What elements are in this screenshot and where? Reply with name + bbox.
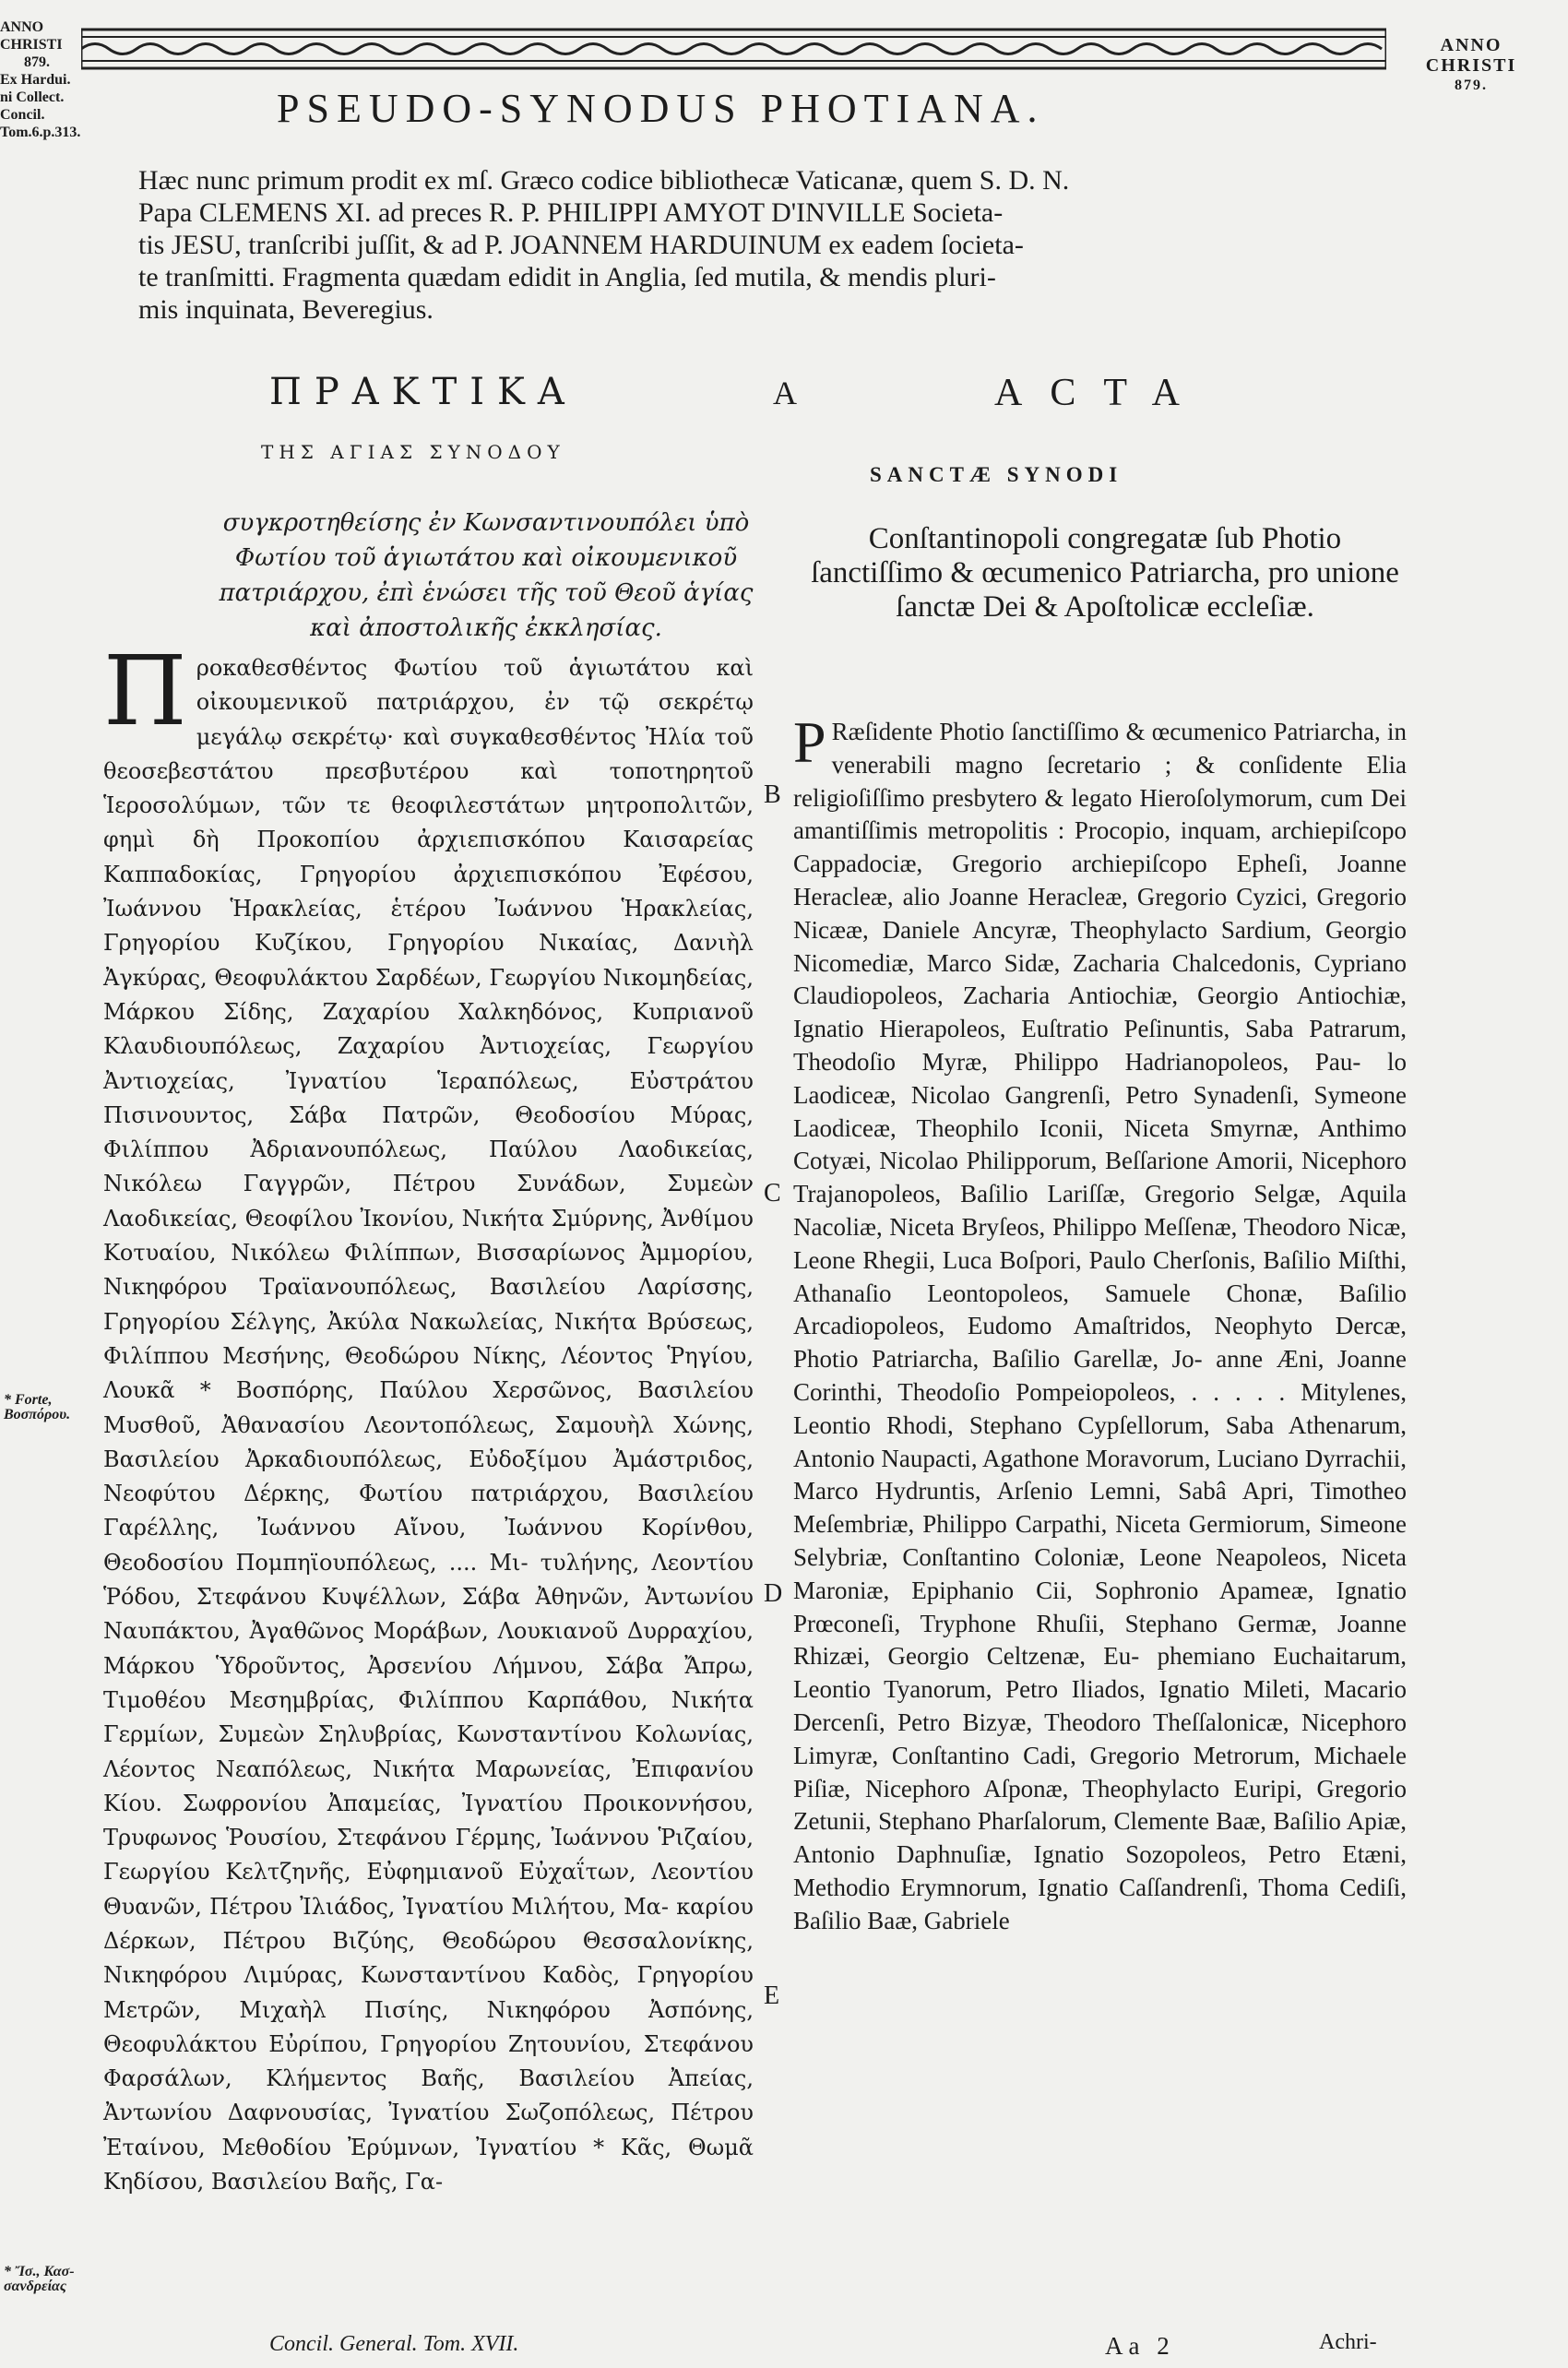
latin-title: Conſtantinopoli congregatæ ſub Photio ſanctiſſimo & œcumenico Patriarcha, pro unione ſanctæ Dei & Apoſtolicæ eccleſiæ. [811,522,1399,624]
latin-heading: ACTA [994,372,1207,414]
section-letter-d: D [764,1579,783,1608]
greek-title: συγκροτηθείσης ἐν Κωνσαντινουπόλει ὑπὸ Φωτίου τοῦ ἁγιωτάτου καὶ οἰκουμενικοῦ πατριάρχου, ἐπὶ ἑνώσει τῆς τοῦ Θεοῦ ἁγίας καὶ ἀποστολικῆς ἐκκλησίας. [219,509,754,642]
section-letter-e: E [764,1981,780,2010]
margin-year: 879. [24,54,50,70]
footer-catchword: Achri- [1319,2330,1377,2354]
latin-body-part: anne Æni, Joanne Corinthi, Theodoſio Pompeiopoleos, . . . . . Mitylenes, Leontio Rhodi, Stephano Cypſellorum, Saba Athenarum, Antonio Naupacti, Agathone Moravorum, Luciano Dyrrachii, Marco Hydruntis, Arſenio Lemni, Sabâ Apri, Timotheo Meſembriæ, Philippo Carpathi, Niceta Germiorum, Simeone Selybriæ, Conſtantino Coloniæ, Leone Neapoleos, Niceta Maroniæ, Epiphanio Cii, Sophronio Apameæ, Ignatio Prœconeſi, Tryphone Rhuſii, Stephano Germæ, Joanne Rhizæi, Georgio Celtzenæ, Eu- [793,1345,1408,1671]
footer-signature: Aa 2 [1105,2332,1175,2360]
latin-column [793,709,1408,1937]
greek-dropcap: Π [103,635,187,747]
right-margin-note [1402,35,1540,96]
intro-line: te tranſmitti. Fragmenta quædam edidit in Anglia, ſed mutila, & mendis pluri- [138,262,996,292]
page-title: PSEUDO-SYNODUS PHOTIANA. [277,86,1045,131]
intro-line: tis JESU, tranſcribi juſſit, & ad P. JOANNEM HARDUINUM ex eadem ſocieta- [138,230,1024,260]
side-note-forte: * Forte, Βοσπόρου. [4,1392,71,1422]
greek-heading: ΠΡΑΚΤΙΚΑ [269,371,577,413]
right-margin-year: 879. [1455,77,1488,93]
left-margin-note [0,18,100,141]
margin-christi: CHRISTI [0,37,63,53]
latin-body-part: lo Laodiceæ, Nicolao Gangrenſi, Petro Synadenſi, Symeone Laodiceæ, Theophilo Iconii, Niceta Smyrnæ, Anthimo Cotyæi, Nicolao Philipporum, Beſſarione Amorii, Nicephoro Trajanopoleos, Baſilio Lariſſæ, Gregorio Selgæ, Aquila Nacoliæ, Niceta Bryſeos, Philippo Meſſenæ, Theodoro Nicæ, Leone Rhegii, Luca Boſpori, Paulo Cherſonis, Baſilio Miſthi, Athanaſio Leontopoleos, Samuele Chonæ, Baſilio Arcadiopoleos, Eudomo Amaſtridos, Neophyto Dercæ, Photio Patriarcha, Baſilio Garellæ, Jo- [793,1047,1408,1374]
latin-dropcap: P [793,709,826,775]
intro-line: Hæc nunc primum prodit ex mſ. Græco codice bibliothecæ Vaticanæ, quem S. D. N. [138,165,1070,196]
right-margin-christi: CHRISTI [1425,55,1517,76]
latin-subheading: SANCTÆ SYNODI [870,463,1123,486]
section-letter-c: C [764,1179,781,1208]
margin-anno: ANNO [0,19,44,35]
section-letter-a: A [773,375,797,411]
margin-source-3: Concil. [0,107,45,123]
section-letter-b: B [764,780,781,809]
latin-body-part: ſecretario ; & conſidente Elia religioſiſſimo presbytero & legato Hieroſolymorum, cum Dei amantiſſimis metropolitis : Procopio, inquam, archiepiſcopo Cappadociæ, Gregorio archiepiſcopo Epheſi, Joanne Heracleæ, alio Joanne Heracleæ, Gregorio Cyzici, Gregorio Nicææ, Daniele Ancyræ, Theophylacto Sardium, Georgio Nicomediæ, Marco Sidæ, Zacharia Chalcedonis, Cypriano Claudiopoleos, Zacharia Antiochiæ, Georgio Antiochiæ, Ignatio Hierapoleos, Euſtratio Peſinuntis, Saba Patrarum, Theodoſio Myræ, Philippo Hadrianopoleos, Pau- [793,750,1407,1076]
margin-source-2: ni Collect. [0,89,65,105]
right-margin-anno: ANNO [1440,35,1503,55]
greek-body-part: ροκαθεσθέντος Φωτίου τοῦ ἁγιωτάτου καὶ οἰκουμενικοῦ πατριάρχου, ἐν τῷ σεκρέτῳ μεγάλῳ σεκρέτῳ· καὶ συγκαθεσθέντος Ἠλία τοῦ θεοσεβεστάτου πρεσβυτέρου καὶ τοποτηρητοῦ Ἱεροσολύμων, τῶν τε θεοφιλεστάτων μητροπολιτῶν, φημὶ δὴ Προκοπίου ἀρχιεπισκόπου Καισαρείας Καππαδοκίας, Γρηγορίου ἀρχιεπισκόπου Ἐφέσου, Ἰωάννου Ἡρακλείας, ἑτέρου Ἰωάννου Ἡρακλείας, Γρηγορίου Κυζίκου, Γρηγορίου Νικαίας, Δανιὴλ Ἀγκύρας, Θεοφυλάκτου Σαρδέων, Γεωργίου Νικομηδείας, Μάρκου Σίδης, Ζαχαρίου Χαλκηδόνος, Κυπριανοῦ Κλαυδιουπόλεως, Ζαχαρίου Ἀντιοχείας, Γεωργίου Ἀντιοχείας, Ἰγνατίου Ἱεραπόλεως, Εὐστράτου Πισινουντος, Σάβα Πατρῶν, Θεοδοσίου Μύρας, Φιλίππου Ἀδριανουπόλεως, Παύλου Λαοδικείας, Νικόλεω Γαγγρῶν, Πέτρου Συνάδων, Συμεὼν [103,655,754,1197]
greek-body-part: Λαοδικείας, Θεοφίλου Ἰκονίου, Νικήτα Σμύρνης, Ἀνθίμου Κοτυαίου, Νικόλεω Φιλίππων, Βισσαρίωνος Ἀμμορίου, Νικηφόρου Τραϊανουπόλεως, Βασιλείου Λαρίσσης, Γρηγορίου Σέλγης, Ἀκύλα Νακωλείας, Νικήτα Βρύσεως, Φιλίππου Μεσήνης, Θεοδώρου Νίκης, Λέοντος Ῥηγίου, Λουκᾶ * Βοσπόρης, Παύλου Χερσῶνος, Βασιλείου Μυσθοῦ, Ἀθανασίου Λεοντοπόλεως, Σαμουὴλ Χώνης, Βασιλείου Ἀρκαδιουπόλεως, Εὐδοξίμου Ἀμάστριδος, Νεοφύτου Δέρκης, Φωτίου πατριάρχου, Βασιλείου Γαρέλλης, Ἰωάννου Αἴνου, Ἰωάννου Κορίνθου, Θεοδοσίου Πομπηϊουπόλεως, .... Μι- [103,1205,754,1576]
ornament-border [81,28,1386,70]
greek-column [103,635,754,2199]
greek-body-part: καρίου Δέρκων, Πέτρου Βιζύης, Θεοδώρου Θεσσαλονίκης, Νικηφόρου Λιμύρας, Κωνσταντίνου Καδὸς, Γρηγορίου Μετρῶν, Μιχαὴλ Πισίης, Νικηφόρου Ἀσπόνης, Θεοφυλάκτου Εὐρίπου, Γρηγορίου Ζητουνίου, Στεφάνου Φαρσάλων, Κλήμεντος Βαῆς, Βασιλείου Ἀπείας, Ἀντωνίου Δαφνουσίας, Ἰγνατίου Σωζοπόλεως, Πέτρου Ἐταίνου, Μεθοδίου Ἐρύμνων, Ἰγνατίου * Κᾶς, Θωμᾶ Κηδίσου, Βασιλείου Βαῆς, Γα- [103,1893,754,2195]
latin-body-part: phemiano Euchaitarum, Leontio Tyanorum, Petro Iliados, Ignatio Mileti, Macario Dercenſi, Petro Bizyæ, Theodoro Theſſalonicæ, Nicephoro Limyræ, Conſtantino Cadi, Gregorio Metrorum, Michaele Piſiæ, Nicephoro Aſponæ, Theophylacto Euripi, Gregorio Zetunii, Stephano Pharſalorum, Clemente Baæ, Baſilio Apiæ, Antonio Daphnuſiæ, Ignatio Sozopoleos, Petro Etæni, Methodio Erymnorum, Ignatio Caſſandrenſi, Thoma Cediſi, Baſilio Baæ, Gabriele [793,1642,1407,1934]
footer-volume: Concil. General. Tom. XVII. [269,2332,519,2356]
intro-line: Papa CLEMENS XI. ad preces R. P. PHILIPPI AMYOT D'INVILLE Societa- [138,197,1004,228]
intro-line: mis inquinata, Beveregius. [138,294,434,325]
greek-subheading: ΤΗΣ ΑΓΙΑΣ ΣΥΝΟΔΟΥ [261,441,565,463]
margin-source-1: Ex Hardui. [0,72,71,88]
margin-source-4: Tom.6.p.313. [0,125,81,140]
greek-body-part: τυλήνης, Λεοντίου Ῥόδου, Στεφάνου Κυψέλλων, Σάβα Ἀθηνῶν, Ἀντωνίου Ναυπάκτου, Ἀγαθῶνος Μοράβων, Λουκιανοῦ Δυρραχίου, Μάρκου Ὑδροῦντος, Ἀρσενίου Λήμνου, Σάβα Ἄπρω, Τιμοθέου Μεσημβρίας, Φιλίππου Καρπάθου, Νικήτα Γερμίων, Συμεὼν Σηλυβρίας, Κωνσταντίνου Κολωνίας, Λέοντος Νεαπόλεως, Νικήτα Μαρωνείας, Ἐπιφανίου Κίου. Σωφρονίου Ἀπαμείας, Ἰγνατίου Προικοννήσου, Τρυφωνος Ῥουσίου, Στεφάνου Γέρμης, Ἰωάννου Ῥιζαίου, Γεωργίου Κελτζηνῆς, Εὐφημιανοῦ Εὐχαΐτων, Λεοντίου Θυανῶν, Πέτρου Ἰλιάδος, Ἰγνατίου Μιλήτου, Μα- [103,1549,754,1920]
latin-body-part: Ræſidente Photio ſanctiſſimo & œcumenico Patriarcha, in venerabili magno [831,718,1407,779]
side-note-cassandreias: * Ἴσ., Κασ-σανδρείας [4,2264,75,2294]
intro-paragraph [138,164,1400,326]
